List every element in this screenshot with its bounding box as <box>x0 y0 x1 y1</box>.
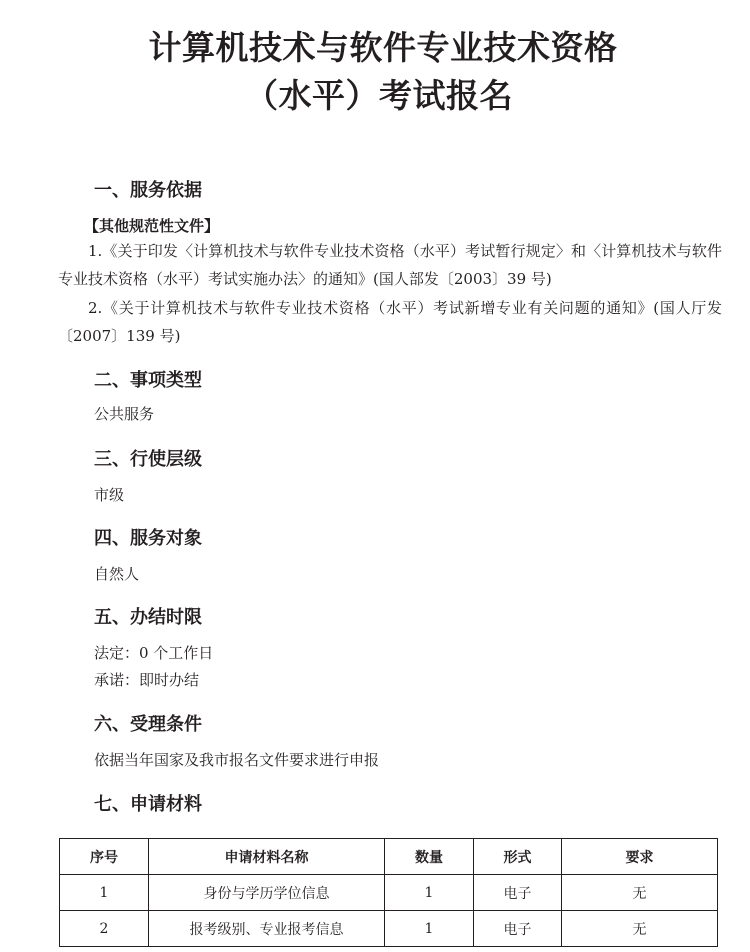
cell-quantity: 1 <box>385 875 474 911</box>
column-header-format: 形式 <box>474 839 562 875</box>
table-row <box>60 911 718 947</box>
section-heading-materials: 七、申请材料 <box>94 794 202 815</box>
materials-table-header-row <box>60 839 718 875</box>
materials-table <box>59 838 718 947</box>
cell-index: 1 <box>60 875 149 911</box>
section-heading-target: 四、服务对象 <box>94 528 202 549</box>
column-header-material-name: 申请材料名称 <box>149 839 385 875</box>
target-value: 自然人 <box>94 565 140 583</box>
cell-requirement: 无 <box>562 911 718 947</box>
section-heading-conditions: 六、受理条件 <box>94 714 202 735</box>
service-type-value: 公共服务 <box>94 405 155 423</box>
cell-quantity: 1 <box>385 911 474 947</box>
legal-time-limit: 法定：0 个工作日 <box>94 644 214 662</box>
promised-time-limit: 承诺：即时办结 <box>94 671 200 689</box>
cell-index: 2 <box>60 911 149 947</box>
section-heading-level: 三、行使层级 <box>94 449 202 470</box>
basis-document-2: 2.《关于计算机技术与软件专业技术资格（水平）考试新增专业有关问题的通知》(国人厅发〔2007〕139 号) <box>58 299 722 345</box>
column-header-requirement: 要求 <box>562 839 718 875</box>
section-heading-basis: 一、服务依据 <box>94 180 202 201</box>
cell-material-name: 身份与学历学位信息 <box>149 875 385 911</box>
table-row <box>60 875 718 911</box>
cell-format: 电子 <box>474 911 562 947</box>
cell-requirement: 无 <box>562 875 718 911</box>
cell-material-name: 报考级别、专业报考信息 <box>149 911 385 947</box>
document-title-line-1: 计算机技术与软件专业技术资格 <box>148 28 618 67</box>
column-header-quantity: 数量 <box>385 839 474 875</box>
basis-document-1: 1.《关于印发〈计算机技术与软件专业技术资格（水平）考试暂行规定〉和〈计算机技术与软件专业技术资格（水平）考试实施办法〉的通知》(国人部发〔2003〕39 号) <box>58 242 722 288</box>
subheading-other-normative-documents: 【其他规范性文件】 <box>84 217 220 235</box>
conditions-value: 依据当年国家及我市报名文件要求进行申报 <box>94 751 380 769</box>
level-value: 市级 <box>94 486 125 504</box>
column-header-index: 序号 <box>60 839 149 875</box>
document-title-line-2: （水平）考试报名 <box>245 76 513 115</box>
cell-format: 电子 <box>474 875 562 911</box>
section-heading-type: 二、事项类型 <box>94 370 202 391</box>
section-heading-time-limit: 五、办结时限 <box>94 607 202 628</box>
